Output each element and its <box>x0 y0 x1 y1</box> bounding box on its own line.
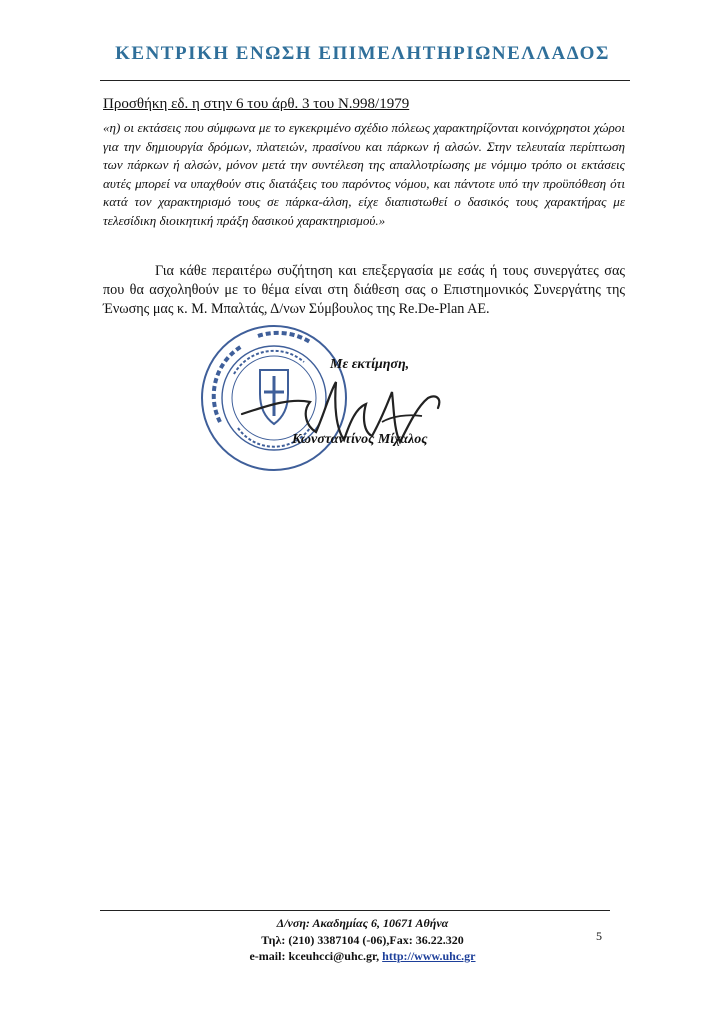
footer-phone: Τηλ: (210) 3387104 (-06),Fax: 36.22.320 <box>261 932 464 947</box>
footer-divider <box>100 910 610 911</box>
footer-address: Δ/νση: Ακαδημίας 6, 10671 Αθήνα <box>276 916 449 930</box>
website-link[interactable]: http://www.uhc.gr <box>382 949 476 963</box>
section-heading: Προσθήκη εδ. η στην 6 του άρθ. 3 του Ν.998/1979 <box>103 96 410 112</box>
signatory-name: Κωνσταντίνος Μίχαλος <box>292 432 428 447</box>
footer-contact <box>0 948 725 965</box>
body-paragraph: Για κάθε περαιτέρω συζήτηση και επεξεργασία με εσάς ή τους συνεργάτες σας που θα ασχοληθούν με το θέμα είναι στη διάθεση σας ο Επιστημονικός Συνεργάτης της Ένωσης μας κ. Μ. Μπαλτάς, Δ/νων Σύμβουλος της Re.De-Plan AE. <box>103 263 625 317</box>
letterhead-title: ΚΕΝΤΡΙΚΗ ΕΝΩΣΗ ΕΠΙΜΕΛΗΤΗΡΙΩΝΕΛΛΑΔΟΣ <box>115 43 610 64</box>
footer-email: e-mail: kceuhcci@uhc.gr, <box>249 949 383 963</box>
header-divider <box>100 80 630 81</box>
law-quote: «η) οι εκτάσεις που σύμφωνα με το εγκεκριμένο σχέδιο πόλεως χαρακτηρίζονται κοινόχρηστοι χώροι για την δημιουργία δρόμων, πλατειών, πρασίνου και πάρκων ή αλσών. Στην τελευταία περίπτωση των πάρκων ή αλσών, μόνον μετά την συντέλεση της απαλλοτρίωσης με νόμιμο τρόπο οι εκτάσεις αυτές μπορεί να υπαχθούν στις διατάξεις του παρόντος νόμου, και πάντοτε υπό την προϋπόθεση ότι κατά τον χαρακτηρισμό τους σε πάρκα-άλση, είχε διαπιστωθεί ο δασικός τους χαρακτήρας με τελεσίδικη διοικητική πράξη δασικού χαρακτηρισμού.» <box>103 120 625 228</box>
footer <box>0 915 725 965</box>
page-number: 5 <box>596 929 602 943</box>
closing-salutation: Με εκτίμηση, <box>330 357 410 372</box>
